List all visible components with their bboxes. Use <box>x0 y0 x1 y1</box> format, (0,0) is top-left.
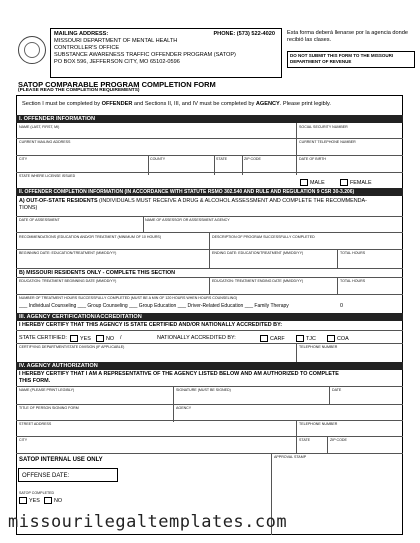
zip-label: ZIP CODE <box>244 157 261 161</box>
divider <box>16 330 403 331</box>
approval-stamp-area <box>271 453 404 535</box>
agency-label: AGENCY <box>176 406 192 410</box>
carf-checkbox[interactable] <box>260 335 268 342</box>
state-label: STATE <box>216 157 228 161</box>
city-label: CITY <box>19 157 28 161</box>
divider <box>16 138 403 139</box>
section-2-heading: II. OFFENDER COMPLETION INFORMATION (IN ACCORDANCE WITH STATUTE RSMO 302.540 AND RULE AND REGULATION 9 CSR 30-3.206) <box>16 188 403 196</box>
assessor-name-label: NAME OF ASSESSOR OR ASSESSMENT AGENCY <box>145 218 230 222</box>
intro-part: and Sections II, III, and IV must be completed by <box>132 101 256 107</box>
satop-yes-label: YES <box>29 497 40 504</box>
do-not-submit-note: DO NOT SUBMIT THIS FORM TO THE MISSOURI DEPARTMENT OF REVENUE <box>287 51 415 68</box>
divider <box>16 343 403 344</box>
total-hours-label: TOTAL HOURS <box>340 251 366 255</box>
offense-date-field[interactable]: OFFENSE DATE: <box>18 468 118 482</box>
program-description-label: DESCRIPTION OF PROGRAM SUCCESSFULLY COMPLETED <box>212 235 315 239</box>
auth-telephone-label: TELEPHONE NUMBER <box>299 422 338 426</box>
approval-stamp-label: APPROVAL STAMP <box>274 455 307 459</box>
street-address-label: STREET ADDRESS <box>19 422 52 426</box>
divider <box>16 436 403 437</box>
out-of-state-heading <box>19 198 367 204</box>
divider <box>327 436 328 453</box>
satop-no-checkbox[interactable] <box>44 497 52 504</box>
agency-telephone-label: TELEPHONE NUMBER <box>299 345 338 349</box>
phone-label: PHONE: (573) 522-4020 <box>213 31 275 37</box>
divider <box>16 420 403 421</box>
spanish-note: Esta forma deberá llenarse por la agencia donde recibió las clases. <box>287 30 408 43</box>
divider <box>16 216 403 217</box>
no-label: NO <box>106 335 115 342</box>
yes-label: YES <box>80 335 91 342</box>
authorization-statement-2: THIS FORM. <box>19 378 51 384</box>
auth-city-label: CITY <box>19 438 28 442</box>
section-1-heading: I. OFFENDER INFORMATION <box>16 115 403 123</box>
female-label: FEMALE <box>350 179 372 186</box>
slash-separator: / <box>120 335 122 341</box>
education-end-label: EDUCATION: TREATMENT ENDING DATE (MM/DD/YY) <box>212 279 304 283</box>
mailing-address-box <box>50 28 282 78</box>
mailing-address-field-label: CURRENT MAILING ADDRESS <box>19 140 71 144</box>
divider <box>16 172 403 173</box>
coa-option[interactable] <box>327 335 349 342</box>
auth-state-label: STATE <box>299 438 311 442</box>
signature-label: SIGNATURE (MUST BE SIGNED) <box>176 388 231 392</box>
name-label: NAME (LAST, FIRST, MI) <box>19 125 60 129</box>
county-label: COUNTY <box>150 157 166 161</box>
address-line: PO BOX 596, JEFFERSON CITY, MO 65102-0596 <box>54 59 180 65</box>
auth-zip-label: ZIP CODE <box>330 438 347 442</box>
satop-yes-checkbox[interactable] <box>19 497 27 504</box>
missouri-residents-heading: B) MISSOURI RESIDENTS ONLY - COMPLETE THIS SECTION <box>19 270 176 276</box>
intro-text <box>22 101 331 107</box>
tjc-checkbox[interactable] <box>296 335 304 342</box>
watermark: missourilegaltemplates.com <box>8 512 288 532</box>
carf-label: CARF <box>270 335 285 342</box>
satop-yes-option[interactable] <box>19 497 40 504</box>
male-checkbox[interactable] <box>300 179 308 186</box>
female-checkbox[interactable] <box>340 179 348 186</box>
tjc-label: TJC <box>306 335 316 342</box>
divider <box>296 123 297 175</box>
authorization-statement-1: I HEREBY CERTIFY THAT I AM A REPRESENTATIVE OF THE AGENCY LISTED BELOW AND AM AUTHORIZED TO COMPLETE <box>19 371 339 377</box>
form-title: SATOP COMPARABLE PROGRAM COMPLETION FORM <box>18 80 216 89</box>
state-certified-label: STATE CERTIFIED: <box>19 335 67 341</box>
divider <box>16 294 403 295</box>
ending-date-label: ENDING DATE: EDUCATION/TREATMENT (MM/DD/YY) <box>212 251 304 255</box>
intro-part: . Please print legibly. <box>279 101 331 107</box>
divider <box>296 343 297 362</box>
education-begin-label: EDUCATION: TREATMENT BEGINNING DATE (MM/DD/YY) <box>19 279 117 283</box>
intro-offender: OFFENDER <box>101 101 133 107</box>
address-line: CONTROLLER'S OFFICE <box>54 45 120 51</box>
print-name-label: NAME (PLEASE PRINT LEGIBLY) <box>19 388 75 392</box>
address-line: SUBSTANCE AWARENESS TRAFFIC OFFENDER PROGRAM (SATOP) <box>54 52 236 58</box>
out-of-state-text: (INDIVIDUALS MUST RECEIVE A DRUG & ALCOHOL ASSESSMENT AND COMPLETE THE RECOMMENDA- <box>97 198 367 204</box>
intro-agency: AGENCY <box>255 101 280 107</box>
state-yes-checkbox[interactable] <box>70 335 78 342</box>
divider <box>16 249 403 250</box>
satop-no-label: NO <box>54 497 63 504</box>
state-seal-icon <box>18 36 46 64</box>
state-no-checkbox[interactable] <box>96 335 104 342</box>
tjc-option[interactable] <box>296 335 316 342</box>
divider <box>16 268 403 269</box>
beginning-date-label: BEGINNING DATE: EDUCATION/TREATMENT (MM/DD/YY) <box>19 251 117 255</box>
certify-statement: I HEREBY CERTIFY THAT THIS AGENCY IS STATE CERTIFIED AND/OR NATIONALLY ACCREDITED BY: <box>19 322 283 328</box>
assessment-date-label: DATE OF ASSESSMENT <box>19 218 60 222</box>
state-yes-option[interactable] <box>70 335 91 342</box>
carf-option[interactable] <box>260 335 285 342</box>
divider <box>209 277 210 294</box>
counseling-options[interactable]: ___ Individual Counseling ___ Group Counseling ___ Group Education ___ Driver-Related Education ___ Family Therapy <box>19 303 289 309</box>
section-3-heading: III. AGENCY CERTIFICATION/ACCREDITATION <box>16 313 403 321</box>
state-no-option[interactable] <box>96 335 114 342</box>
nationally-accredited-label: NATIONALLY ACCREDITED BY: <box>157 335 236 341</box>
divider <box>337 249 338 268</box>
out-of-state-text-2: TIONS) <box>19 205 38 211</box>
internal-use-heading: SATOP INTERNAL USE ONLY <box>19 457 103 463</box>
certifying-department-label: CERTIFYING DEPARTMENT/STATE DIVISION (IF APPLICABLE) <box>19 345 125 349</box>
divider <box>337 277 338 294</box>
recommendations-label: RECOMMENDATIONS (EDUCATION AND/OR TREATMENT (MINIMUM OF 10 HOURS) <box>19 235 162 239</box>
license-state-label: STATE WHERE LICENSE ISSUED <box>19 174 76 178</box>
mailing-address-label: MAILING ADDRESS: <box>54 31 109 37</box>
divider <box>16 404 403 405</box>
divider <box>16 155 403 156</box>
telephone-label: CURRENT TELEPHONE NUMBER <box>299 140 356 144</box>
female-option[interactable] <box>340 179 372 186</box>
coa-label: COA <box>337 335 349 342</box>
male-option[interactable] <box>300 179 325 186</box>
satop-no-option[interactable] <box>44 497 62 504</box>
divider <box>16 386 403 387</box>
coa-checkbox[interactable] <box>327 335 335 342</box>
section-4-heading: IV. AGENCY AUTHORIZATION <box>16 362 403 370</box>
dob-label: DATE OF BIRTH <box>299 157 327 161</box>
ssn-label: SOCIAL SECURITY NUMBER <box>299 125 348 129</box>
address-line: MISSOURI DEPARTMENT OF MENTAL HEALTH <box>54 38 178 44</box>
form-subtitle: (PLEASE READ THE COMPLETION REQUIREMENTS) <box>18 88 140 93</box>
intro-part: Section I must be completed by <box>22 101 102 107</box>
signature-date-label: DATE <box>332 388 342 392</box>
male-label: MALE <box>310 179 325 186</box>
treatment-hours-label: NUMBER OF TREATMENT HOURS SUCCESSFULLY COMPLETED (MUST BE A MIN OF 120 HOURS WHEN HOURS COUNSELING) <box>19 296 238 300</box>
out-of-state-title: A) OUT-OF-STATE RESIDENTS <box>19 198 98 204</box>
total-hours-b-label: TOTAL HOURS <box>340 279 366 283</box>
divider <box>209 232 210 268</box>
title-label: TITLE OF PERSON SIGNING FORM <box>19 406 79 410</box>
divider <box>143 216 144 232</box>
total-hours-value[interactable]: 0 <box>340 303 343 309</box>
satop-completed-label: SATOP COMPLETED <box>19 491 55 495</box>
divider <box>329 386 330 404</box>
